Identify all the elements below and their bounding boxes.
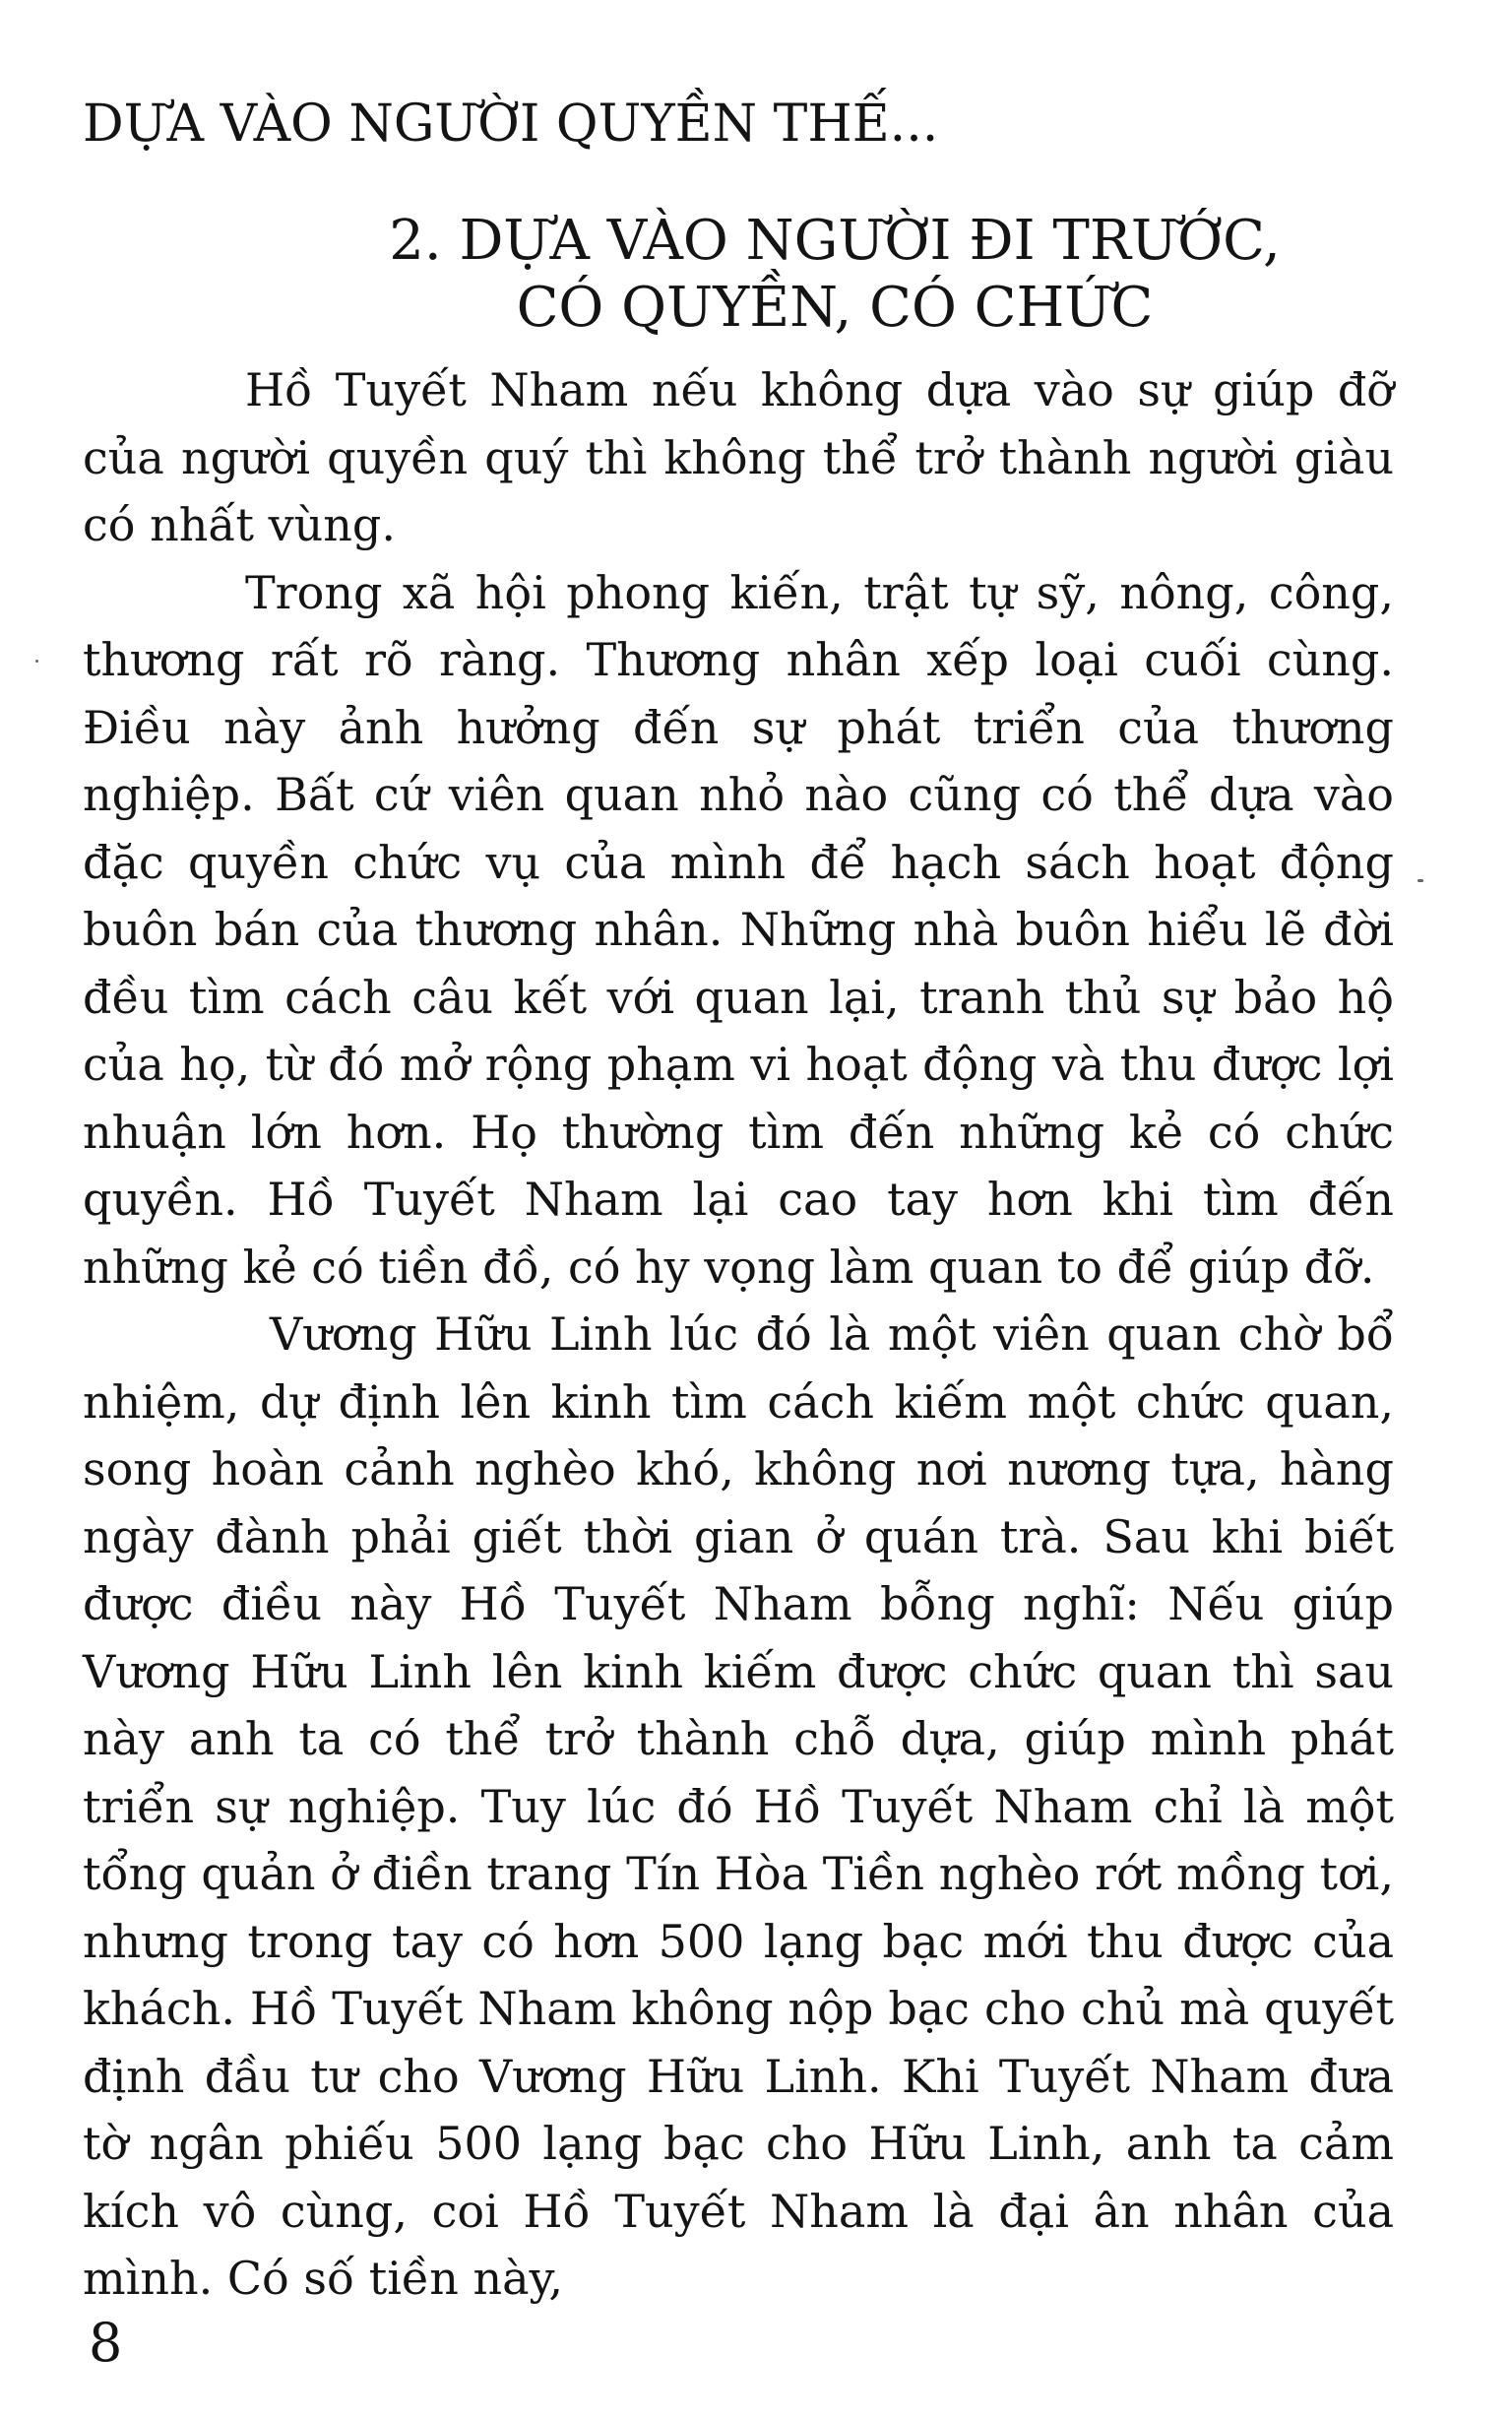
scan-speck [35,660,38,663]
running-head: DỰA VÀO NGƯỜI QUYỀN THẾ... [83,95,939,154]
body-text [83,356,1394,2313]
paragraph: Hồ Tuyết Nham nếu không dựa vào sự giúp đỡ của người quyền quý thì không thể trở thành người giàu có nhất vùng. [83,363,1394,551]
section-heading-line-1: 2. DỰA VÀO NGƯỜI ĐI TRƯỚC, [389,209,1281,273]
scan-speck [1418,879,1423,882]
paragraph: Vương Hữu Linh lúc đó là một viên quan chờ bổ nhiệm, dự định lên kinh tìm cách kiếm một chức quan, song hoàn cảnh nghèo khó, không nơi nương tựa, hàng ngày đành phải giết thời gian ở quán trà. Sau khi biết được điều này Hồ Tuyết Nham bỗng nghĩ: Nếu giúp Vương Hữu Linh lên kinh kiếm được chức quan thì sau này anh ta có thể trở thành chỗ dựa, giúp mình phát triển sự nghiệp. Tuy lúc đó Hồ Tuyết Nham chỉ là một tổng quản ở điền trang Tín Hòa Tiền nghèo rớt mồng tơi, nhưng trong tay có hơn 500 lạng bạc mới thu được của khách. Hồ Tuyết Nham không nộp bạc cho chủ mà quyết định đầu tư cho Vương Hữu Linh. Khi Tuyết Nham đưa tờ ngân phiếu 500 lạng bạc cho Hữu Linh, anh ta cảm kích vô cùng, coi Hồ Tuyết Nham là đại ân nhân của mình. Có số tiền này, [83,1307,1394,2305]
paragraph: Trong xã hội phong kiến, trật tự sỹ, nông, công, thương rất rõ ràng. Thương nhân xếp loại cuối cùng. Điều này ảnh hưởng đến sự phát triển của thương nghiệp. Bất cứ viên quan nhỏ nào cũng có thể dựa vào đặc quyền chức vụ của mình để hạch sách hoạt động buôn bán của thương nhân. Những nhà buôn hiểu lẽ đời đều tìm cách câu kết với quan lại, tranh thủ sự bảo hộ của họ, từ đó mở rộng phạm vi hoạt động và thu được lợi nhuận lớn hơn. Họ thường tìm đến những kẻ có chức quyền. Hồ Tuyết Nham lại cao tay hơn khi tìm đến những kẻ có tiền đồ, có hy vọng làm quan to để giúp đỡ. [83,565,1394,1294]
section-heading-line-2: CÓ QUYỀN, CÓ CHỨC [516,276,1154,340]
page-number: 8 [89,2312,123,2374]
